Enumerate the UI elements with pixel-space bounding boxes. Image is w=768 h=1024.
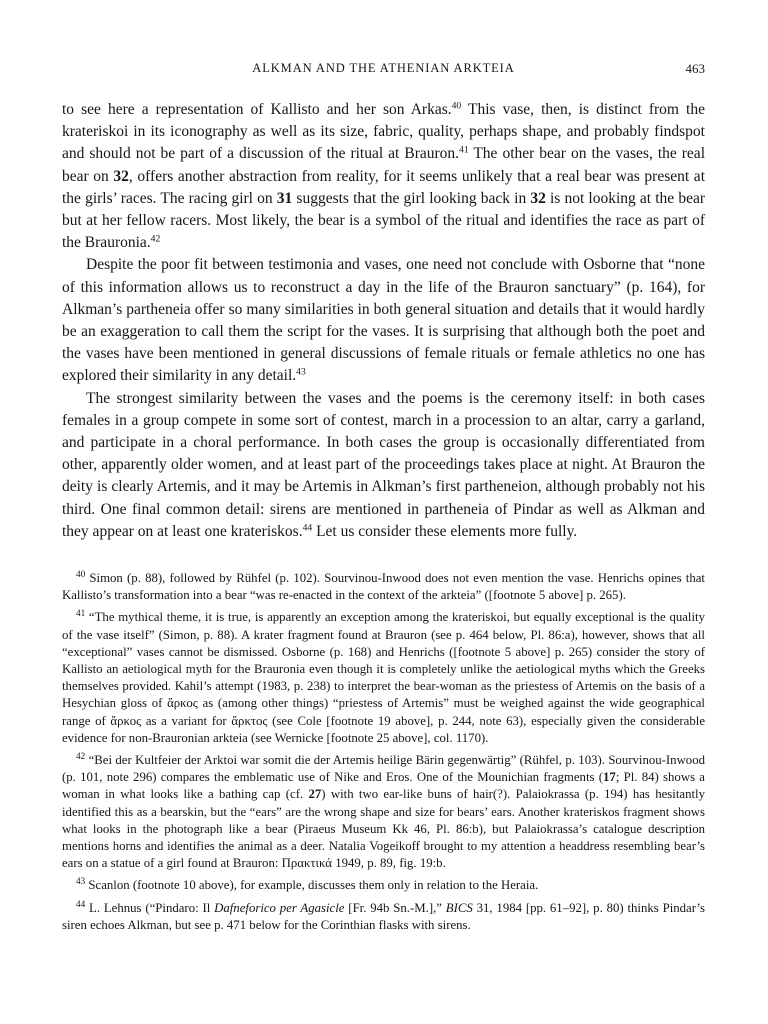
vase-number: 17 [603,770,616,785]
footnote-text: 31, 1984 [pp. 61–92], p. 80) thinks Pindar’s siren echoes Alkman, but see p. 471 below for the Corinthian flasks with sirens. [62,900,705,932]
text-run: The strongest similarity between the vases and the poems is the ceremony itself: in both cases females in a group compete in some sort of contest, march in a procession to an altar, carry a garland, and participate in a choral performance. In both cases the group is occasionally differentiated from other, apparently older women, and at least part of the proceedings takes place at night. At Brauron the deity is clearly Artemis, and it may be Artemis in Alkman’s first partheneion, although probably not his third. One final common detail: sirens are mentioned in partheneia of Pindar as well as Alkman and they appear on at least one krateriskos. [62,389,705,540]
footnote-text: L. Lehnus (“Pindaro: Il [85,900,215,915]
footnote-ref-41: 41 [459,145,469,157]
footnotes [62,570,705,939]
footnote-number: 41 [76,608,86,619]
footnote-41 [62,609,705,747]
footnote-ref-43: 43 [296,367,306,379]
paragraph-3 [62,388,705,543]
footnote-text: ; Pl. 84) shows a woman in what looks like a bathing cap (cf. [62,770,705,802]
text-run: to see here a representation of Kallisto and her son Arkas. [62,101,452,118]
text-run: This vase, then, is distinct from the krateriskoi in its iconography as well as its size, fabric, quality, perhaps shape, and probably findspot and should not be part of a discussion of the ritual at Brauron. [62,101,705,163]
vase-number: 32 [113,167,129,185]
footnote-43 [62,877,705,894]
footnote-text: “Bei der Kultfeier der Arktoi war somit die der Artemis heilige Bärin gegenwärtig” (Rühfel, p. 103). Sourvinou-Inwood (p. 101, note 296) compares the emblematic use of Nike and Eros. One of the Mounichian fragments ( [62,753,705,785]
footnote-number: 43 [76,876,86,887]
footnote-number: 40 [76,568,86,579]
footnote-text: [Fr. 94b Sn.-M.],” [344,900,446,915]
running-header [62,61,705,81]
footnote-ref-44: 44 [302,522,313,534]
vase-number: 31 [276,189,293,207]
text-run: suggests that the girl looking back in [292,189,531,207]
cited-title: Dafneforico per Agasicle [214,900,345,915]
footnote-ref-42: 42 [150,233,161,245]
footnote-text: “The mythical theme, it is true, is apparently an exception among the krateriskoi, but equally exceptional is the quality of the vase itself” (Simon, p. 88). A krater fragment found at Brauron (see p. 464 below, Pl. 86:a), however, shows that all “exceptional” vases cannot be dismissed. Osborne (p. 168) and Henrichs ([footnote 5 above] p. 265) consider the story of Kallisto an aetiological myth for the Brauronia even though it is completely unlike the aetiological myths which the Greeks themselves provided. Kahil’s attempt (1983, p. 238) to interpret the bear-woman as the priestess of Artemis on the basis of a Hesychian gloss of ἄρκος as (among other things) “priestess of Artemis” must be weighed against the wide geographical range of ἄρκος as a variant for ἄρκτος (see Cole [footnote 19 above], p. 244, note 63), especially given the considerable evidence for non-Brauronian arkteia (see Wernicke [footnote 25 above], col. 1170). [62,610,705,745]
text-run: Let us consider these elements more fully. [312,522,578,540]
text-run: The other bear on the vases, the real bear on [62,145,705,185]
paragraph-1 [62,99,705,254]
footnote-text: Simon (p. 88), followed by Rühfel (p. 102). Sourvinou-Inwood does not even mention the vase. Henrichs opines that Kallisto’s transformation into a bear “was re-enacted in the context of the arkteia” ([footnote 5 above] p. 265). [62,571,705,603]
vase-number: 32 [530,189,546,207]
vase-number: 27 [308,787,322,802]
footnote-44 [62,900,705,934]
footnote-42 [62,752,705,872]
paragraph-2 [62,254,705,387]
journal-title: BICS [445,900,473,915]
running-title: ALKMAN AND THE ATHENIAN ARKTEIA [252,61,515,75]
footnote-40 [62,570,705,604]
page-number: 463 [685,61,705,76]
footnote-number: 44 [76,898,86,909]
footnote-ref-40: 40 [451,100,462,112]
text-run: is not looking at the bear but at her fellow racers. Most likely, the bear is a symbol of the ritual and identifies the race as part of the Brauronia. [62,189,705,252]
footnote-text: Scanlon (footnote 10 above), for example, discusses them only in relation to the Heraia. [85,878,539,893]
footnote-text: ) with two ear-like buns of hair(?). Palaiokrassa (p. 194) has hesitantly identified this as a bearskin, but the “ears” are the wrong shape and size for bears’ ears. Another krateriskos fragment shows what looks in the photograph like a bear (Piraeus Museum Kk 46, Pl. 86:b), but Palaiokrassa’s catalogue description mentions horns and identifies the animal as a deer. Natalia Vogeikoff brought to my attention a headdress resembling bear’s ears on a statue of a girl found at Brauron: Πρακτικά 1949, p. 89, fig. 19:b. [62,787,705,871]
footnote-number: 42 [76,750,86,761]
text-run: Despite the poor fit between testimonia and vases, one need not conclude with Osborne that “none of this information allows us to reconstruct a day in the life of the Brauron sanctuary” (p. 164), for Alkman’s partheneia offer so many similarities in both general situation and details that it would hardly be an exaggeration to call them the script for the vases. It is surprising that although both the poet and the vases have been mentioned in general discussions of female rituals or female athletics no one has explored their similarity in any detail. [62,256,705,385]
text-run: , offers another abstraction from reality, for it seems unlikely that a real bear was present at the girls’ races. The racing girl on [62,167,705,207]
main-text [62,99,705,543]
